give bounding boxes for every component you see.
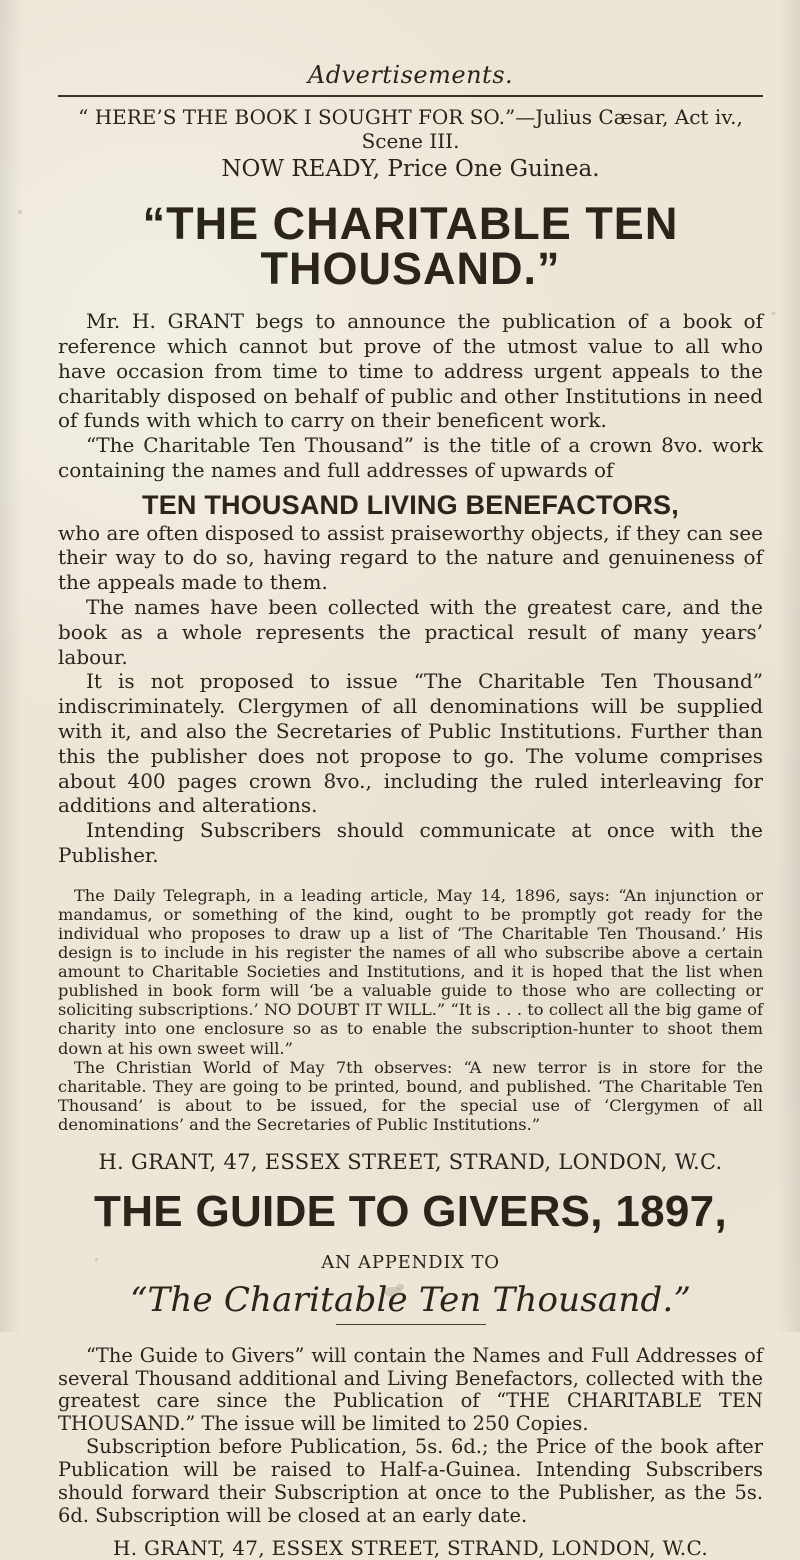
availability-line: NOW READY, Price One Guinea. xyxy=(221,156,600,182)
telegraph-notice: The Daily Telegraph, in a leading article, May 14, 1896, says: “An injunction or mandamus, or something of the kind, ought to be promptly got ready for the individual who proposes to draw up a list of ‘The Charitable Ten Thousand.’ His design is to include in his register the names of all who subscribe above a certain amount to Charitable Societies and Institutions, and it is hoped that the list when published in book form will ‘be a valuable guide to those who are collecting or soliciting subscriptions.’ NO DOUBT IT WILL.” “It is . . . to collect all the big game of charity into one enclosure so as to enable the subscription-hunter to shoot them down at his own sweet will.” xyxy=(58,885,763,1058)
left-page-shadow xyxy=(0,0,22,1332)
announcement-body xyxy=(58,309,763,867)
script-title: “The Charitable Ten Thousand.” xyxy=(129,1280,692,1321)
footer-address: H. GRANT, 47, ESSEX STREET, STRAND, LONDON, W.C. xyxy=(112,1535,709,1560)
announcement-paragraph-6: Intending Subscribers should communicate at once with the Publisher. xyxy=(58,818,763,867)
announcement-paragraph-2: “The Charitable Ten Thousand” is the title of a crown 8vo. work containing the names and full addresses of upwards of xyxy=(58,433,763,483)
page-content xyxy=(58,0,763,1560)
running-head: Advertisements. xyxy=(307,61,514,89)
guide-body xyxy=(58,1345,763,1528)
press-notices xyxy=(58,886,763,1134)
guide-divider xyxy=(336,1324,486,1325)
press-address: H. GRANT, 47, ESSEX STREET, STRAND, LONDON, W.C. xyxy=(98,1150,723,1175)
announcement-paragraph-5: It is not proposed to issue “The Charitable Ten Thousand” indiscriminately. Clergymen of all denominations will be supplied with it, and also the Secretaries of Public Institutions. Further than this the publisher does not propose to go. The volume comprises about 400 pages crown 8vo., including the ruled interleaving for additions and alterations. xyxy=(58,669,763,818)
main-title: “THE CHARITABLE TEN THOUSAND.” xyxy=(142,198,679,295)
paper-stain xyxy=(382,1283,408,1301)
paper-spot xyxy=(771,312,776,315)
guide-title: THE GUIDE TO GIVERS, 1897, xyxy=(94,1187,727,1237)
announcement-paragraph-1: Mr. H. GRANT begs to announce the publication of a book of reference which cannot but prove of the utmost value to all who have occasion from time to time to address urgent appeals to the charitably disposed on behalf of public and other Institutions in need of funds with which to carry on their beneficent work. xyxy=(58,309,763,433)
announcement-paragraph-3: who are often disposed to assist praiseworthy objects, if they can see their way to do so, having regard to the nature and genuineness of the appeals made to them. xyxy=(58,520,763,595)
paper-spot xyxy=(18,210,22,214)
quote-line: “ HERE’S THE BOOK I SOUGHT FOR SO.”—Julius Cæsar, Act iv., Scene III. xyxy=(78,105,743,153)
header-rule xyxy=(58,95,763,97)
christian-world-notice: The Christian World of May 7th observes: “A new terror is in store for the charitable. They are going to be printed, bound, and published. ‘The Charitable Ten Thousand’ is about to be issued, for the special use of ‘Clergymen of all denominations’ and the Secretaries of Public Institutions.” xyxy=(58,1057,763,1135)
guide-paragraph-1: “The Guide to Givers” will contain the Names and Full Addresses of several Thousand additional and Living Benefactors, collected with the greatest care since the Publication of “THE CHARITABLE TEN THOUSAND.” The issue will be limited to 250 Copies. xyxy=(58,1343,763,1436)
guide-paragraph-2: Subscription before Publication, 5s. 6d.; the Price of the book after Publication will be raised to Half-a-Guinea. Intending Subscribers should forward their Subscription at once to the Publisher, as the 5s. 6d. Subscription will be closed at an early date. xyxy=(58,1435,763,1527)
benefactors-headline: TEN THOUSAND LIVING BENEFACTORS, xyxy=(142,489,679,520)
announcement-paragraph-4: The names have been collected with the greatest care, and the book as a whole represents the practical result of many years’ labour. xyxy=(58,594,763,669)
appendix-line: AN APPENDIX TO xyxy=(321,1252,500,1274)
right-page-shadow xyxy=(778,0,800,1332)
